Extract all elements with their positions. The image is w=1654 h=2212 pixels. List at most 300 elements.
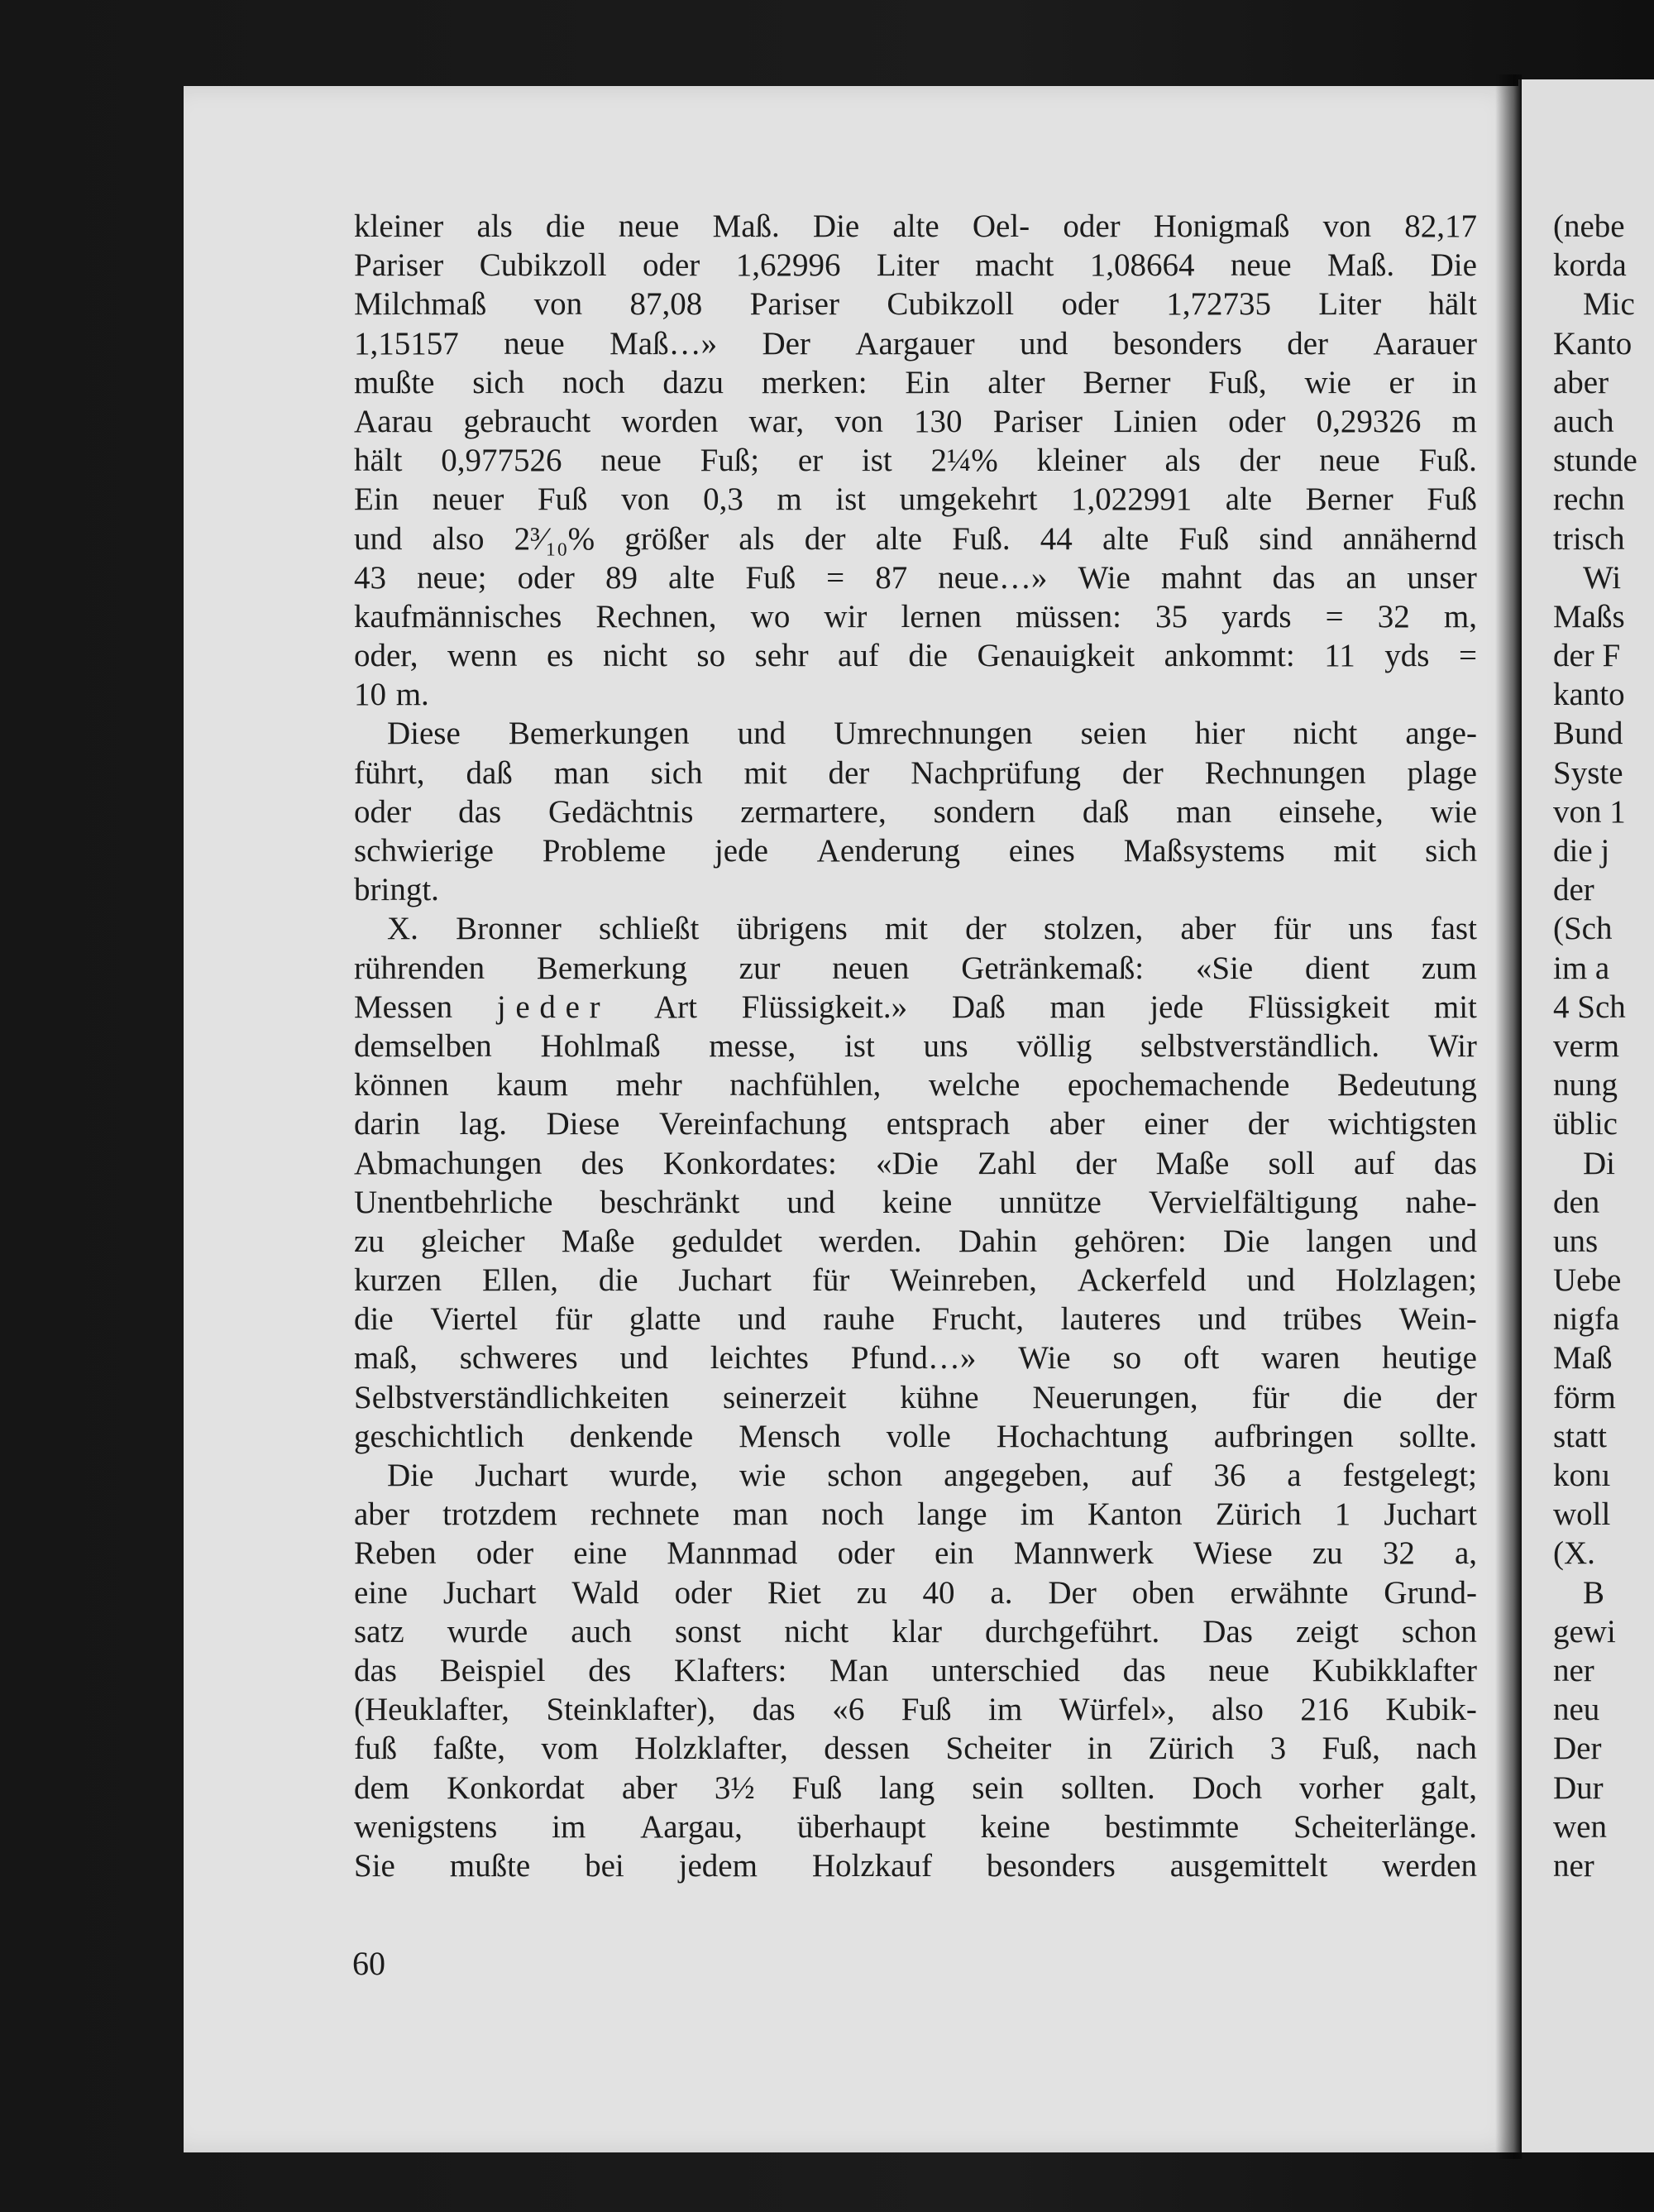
word: neue: [618, 208, 680, 244]
word: Hohlmaß: [540, 1027, 661, 1064]
text-line: [354, 988, 1477, 1027]
word: Aargauer: [855, 325, 975, 361]
word: lange: [917, 1496, 987, 1533]
word: beschränkt: [600, 1184, 740, 1220]
word: Berner: [1305, 481, 1393, 518]
word: der: [1436, 1379, 1477, 1415]
facing-line: (nebe: [1553, 208, 1625, 244]
word: man: [553, 754, 609, 791]
word: keine: [882, 1184, 953, 1220]
word: zum: [1421, 950, 1477, 986]
body-text: [354, 207, 1477, 1885]
word: Pariser: [992, 403, 1083, 439]
word: vom: [541, 1731, 599, 1767]
word: schweres: [459, 1340, 578, 1377]
word: besonders: [1112, 325, 1242, 361]
word: und: [1020, 325, 1068, 361]
word: Wie: [1078, 559, 1131, 596]
text-line: [354, 441, 1477, 480]
word: aber: [1049, 1106, 1105, 1142]
word: wir: [824, 598, 868, 634]
word: und: [737, 716, 786, 752]
word: Hochachtung: [996, 1418, 1169, 1454]
facing-line: woll: [1553, 1496, 1611, 1533]
word: eine: [354, 1574, 408, 1611]
text-line: [354, 1222, 1477, 1261]
word: uns: [1348, 911, 1393, 947]
word: leichtes: [710, 1340, 809, 1377]
word: er: [797, 443, 824, 479]
word: größer: [624, 520, 710, 557]
word: Viertel: [430, 1301, 519, 1338]
word: Juchart: [475, 1458, 568, 1493]
word: bringt.: [354, 872, 439, 908]
word: war,: [748, 403, 805, 439]
word: jede: [714, 833, 768, 869]
word: Bemerkungen: [508, 716, 690, 752]
word: unser: [1407, 559, 1477, 596]
word: zur: [739, 950, 781, 986]
word: Wein-: [1398, 1301, 1477, 1338]
word: neue: [1319, 443, 1380, 479]
word: Getränkemaß:: [961, 950, 1145, 986]
word: 0,29326: [1316, 403, 1422, 439]
facing-line: Wi: [1583, 559, 1622, 596]
word: Ein: [354, 481, 399, 518]
word: 43: [354, 559, 386, 596]
word: Abmachungen: [354, 1145, 543, 1181]
word: Oel-: [972, 208, 1030, 244]
word: Pariser: [354, 247, 444, 284]
word: und: [1428, 1223, 1477, 1259]
word: sich: [472, 364, 525, 400]
word: 36: [1213, 1458, 1246, 1493]
word: Fuß.: [952, 520, 1011, 557]
word: zu: [1312, 1535, 1343, 1572]
word: lag.: [459, 1106, 508, 1142]
word: 1,72735: [1166, 286, 1271, 323]
facing-line: auch: [1553, 403, 1614, 439]
word: im: [1020, 1496, 1054, 1533]
word: als: [476, 208, 513, 244]
text-line: [354, 831, 1477, 870]
word: Diese: [387, 716, 461, 752]
word: Maße: [561, 1223, 635, 1259]
word: glatte: [629, 1301, 701, 1338]
text-line: [354, 1651, 1477, 1690]
word: neue: [600, 443, 662, 479]
word: völlig: [1016, 1027, 1092, 1064]
word: und: [738, 1301, 786, 1338]
word: aber: [354, 1496, 410, 1533]
word: Maße: [1155, 1145, 1230, 1181]
word: Fuß: [901, 1692, 952, 1728]
word: galt,: [1420, 1769, 1477, 1806]
word: 0,977526: [441, 443, 562, 479]
word: Linien: [1113, 403, 1197, 439]
word: angegeben,: [944, 1458, 1090, 1493]
word: Maß.: [1327, 247, 1395, 284]
facing-line: den: [1553, 1184, 1600, 1220]
word: 3: [1269, 1731, 1287, 1767]
word: wie: [1304, 364, 1351, 400]
word: sich: [1425, 833, 1477, 869]
word: Beispiel: [439, 1652, 546, 1688]
word: ist: [835, 481, 867, 518]
word: 89: [605, 559, 638, 596]
word: a: [1287, 1458, 1302, 1493]
word: satz: [354, 1613, 404, 1649]
word: daß: [466, 754, 513, 791]
word: jeder: [496, 989, 610, 1025]
facing-line: wen: [1553, 1808, 1607, 1845]
word: (Heuklafter,: [354, 1692, 509, 1728]
word: Vervielfältigung: [1148, 1184, 1359, 1220]
word: annähernd: [1342, 520, 1477, 557]
text-line: [354, 480, 1477, 519]
word: 32: [1382, 1535, 1415, 1572]
word: kaum: [496, 1067, 569, 1104]
word: Maß…»: [609, 325, 718, 361]
word: Probleme: [542, 833, 667, 869]
word: volle: [886, 1418, 951, 1454]
word: es: [546, 638, 574, 674]
word: sollte.: [1398, 1418, 1477, 1454]
word: zu: [354, 1223, 385, 1259]
word: geschichtlich: [354, 1418, 524, 1454]
book-gutter: [1495, 74, 1522, 2159]
word: noch: [821, 1496, 885, 1533]
word: müssen:: [1016, 598, 1121, 634]
facing-line: von 1: [1553, 793, 1626, 830]
word: geduldet: [671, 1223, 782, 1259]
word: Aenderung: [816, 833, 960, 869]
word: Die: [812, 208, 860, 244]
word: mußte: [354, 364, 435, 400]
facing-line: Uebe: [1553, 1262, 1622, 1299]
word: Flüssigkeit.»: [741, 989, 908, 1025]
word: 2¼%: [930, 443, 998, 479]
text-line: [354, 1690, 1477, 1729]
word: Mannwerk: [1013, 1535, 1154, 1572]
word: mit: [1433, 989, 1477, 1025]
word: 1,15157: [354, 325, 459, 361]
word: yds: [1384, 638, 1430, 674]
word: «6: [832, 1692, 865, 1728]
text-line: [354, 1027, 1477, 1065]
word: kleiner: [1036, 443, 1126, 479]
word: besonders: [986, 1847, 1116, 1884]
word: zeigt: [1296, 1613, 1359, 1649]
word: ist: [844, 1027, 875, 1064]
word: jede: [1150, 989, 1204, 1025]
word: seien: [1080, 716, 1147, 752]
word: =: [1325, 598, 1344, 634]
word: sind: [1259, 520, 1313, 557]
word: a,: [1454, 1535, 1477, 1572]
word: oben: [1131, 1574, 1195, 1611]
word: wichtigsten: [1328, 1106, 1477, 1142]
word: aufbringen: [1213, 1418, 1354, 1454]
word: 87: [875, 559, 908, 596]
word: Wald: [571, 1574, 639, 1611]
word: langen: [1306, 1223, 1393, 1259]
word: alte: [1102, 520, 1150, 557]
word: von: [621, 481, 670, 518]
word: durchgeführt.: [985, 1613, 1160, 1649]
facing-line: nung: [1553, 1067, 1618, 1104]
facing-line: uns: [1553, 1223, 1599, 1259]
word: Unentbehrliche: [354, 1184, 553, 1220]
word: Scheiterlänge.: [1293, 1808, 1477, 1845]
word: zermartere,: [740, 793, 887, 830]
word: Das: [1202, 1613, 1253, 1649]
word: oder: [1063, 208, 1121, 244]
word: 40: [922, 1574, 955, 1611]
word: oft: [1183, 1340, 1220, 1377]
word: selbstverständlich.: [1140, 1027, 1380, 1064]
word: yards: [1221, 598, 1292, 634]
word: neue…»: [938, 559, 1048, 596]
word: zu: [856, 1574, 887, 1611]
word: bei: [585, 1847, 624, 1884]
word: 87,08: [629, 286, 703, 323]
word: alte: [1225, 481, 1273, 518]
word: als: [1164, 443, 1201, 479]
word: kurzen: [354, 1262, 442, 1299]
word: man: [1176, 793, 1232, 830]
text-line: [354, 1183, 1477, 1222]
word: Fuß: [745, 559, 796, 596]
word: wenn: [447, 638, 518, 674]
word: der: [1287, 325, 1329, 361]
word: oder: [674, 1574, 732, 1611]
word: Der: [762, 325, 810, 361]
word: Rechnen,: [595, 598, 717, 634]
text-line: [354, 1104, 1477, 1143]
word: Neuerungen,: [1032, 1379, 1198, 1415]
word: und: [1197, 1301, 1247, 1338]
word: umgekehrt: [899, 481, 1038, 518]
word: und: [1246, 1262, 1295, 1299]
text-line: [354, 1729, 1477, 1768]
word: ausgemittelt: [1169, 1847, 1328, 1884]
word: Bronner: [456, 911, 562, 947]
word: eines: [1008, 833, 1075, 869]
word: Wie: [1018, 1340, 1071, 1377]
word: denkende: [569, 1418, 694, 1454]
word: «Sie: [1195, 950, 1254, 986]
word: ein: [935, 1535, 974, 1572]
word: Fuß,: [1208, 364, 1267, 400]
word: m: [777, 481, 802, 518]
word: der: [1247, 1106, 1289, 1142]
text-line: [354, 597, 1477, 636]
text-line: [354, 909, 1477, 948]
word: Konkordat: [447, 1769, 585, 1806]
word: können: [354, 1067, 449, 1104]
word: Zahl: [977, 1145, 1037, 1181]
word: Fuß: [1427, 481, 1477, 518]
page-number: 60: [352, 1945, 385, 1982]
word: m: [1451, 403, 1477, 439]
facing-line: der: [1553, 872, 1594, 908]
word: nicht: [784, 1613, 849, 1649]
text-line: [354, 558, 1477, 597]
word: Aarau: [354, 403, 433, 439]
word: unnütze: [999, 1184, 1102, 1220]
word: 32: [1377, 598, 1410, 634]
word: Fuß,: [1322, 1731, 1380, 1767]
word: sehr: [754, 638, 809, 674]
word: Fuß.: [1418, 443, 1477, 479]
word: werden: [1382, 1847, 1477, 1884]
text-line: [354, 207, 1477, 246]
word: und: [354, 520, 403, 557]
word: die: [545, 208, 586, 244]
word: Die: [1430, 247, 1477, 284]
word: macht: [975, 247, 1054, 284]
word: Die: [387, 1458, 434, 1493]
word: für: [554, 1301, 593, 1338]
word: Holzklafter,: [634, 1731, 788, 1767]
word: die: [598, 1262, 638, 1299]
word: 44: [1040, 520, 1073, 557]
word: ist: [861, 443, 892, 479]
word: Mensch: [739, 1418, 841, 1454]
text-line: [354, 675, 1477, 714]
word: von: [834, 403, 883, 439]
word: wie: [739, 1458, 786, 1493]
word: X.: [387, 911, 418, 947]
word: der: [1239, 443, 1281, 479]
facing-line: nigfa: [1553, 1301, 1620, 1338]
word: die: [354, 1301, 394, 1338]
text-line: [354, 1378, 1477, 1417]
word: Maßsystems: [1123, 833, 1285, 869]
word: als: [739, 520, 775, 557]
word: 216: [1300, 1692, 1349, 1728]
word: der: [965, 911, 1006, 947]
word: Maß.: [712, 208, 780, 244]
word: eine: [573, 1535, 628, 1572]
text-line: [354, 714, 1477, 753]
word: noch: [562, 364, 625, 400]
facing-line: förm: [1553, 1379, 1616, 1415]
facing-line: konı: [1553, 1458, 1611, 1493]
word: neue: [504, 325, 565, 361]
word: und: [619, 1340, 668, 1377]
word: für: [811, 1262, 850, 1299]
word: Ellen,: [481, 1262, 559, 1299]
word: überhaupt: [796, 1808, 926, 1845]
word: im: [988, 1692, 1023, 1728]
word: unterschied: [931, 1652, 1080, 1688]
word: sich: [650, 754, 703, 791]
word: Wiese: [1193, 1535, 1273, 1572]
word: Pariser: [749, 286, 839, 323]
word: der: [1121, 754, 1164, 791]
word: oder: [517, 559, 575, 596]
word: Frucht,: [931, 1301, 1025, 1338]
word: auf: [838, 638, 879, 674]
word: ange-: [1405, 716, 1477, 752]
word: die: [908, 638, 948, 674]
text-line: [354, 1456, 1477, 1495]
word: 2³⁄₁₀%: [514, 520, 595, 557]
word: waren: [1261, 1340, 1341, 1377]
facing-line: der F: [1553, 638, 1621, 674]
word: Bedeutung: [1336, 1067, 1477, 1104]
word: fuß: [354, 1731, 397, 1767]
word: keine: [980, 1808, 1050, 1845]
word: alte: [892, 208, 939, 244]
word: bestimmte: [1104, 1808, 1240, 1845]
word: gebraucht: [463, 403, 591, 439]
word: auf: [1353, 1145, 1395, 1181]
word: nachfühlen,: [729, 1067, 882, 1104]
word: Holzkauf: [811, 1847, 932, 1884]
facing-line: Kanto: [1553, 325, 1632, 361]
word: also: [432, 520, 485, 557]
word: Kubik-: [1385, 1692, 1477, 1728]
word: Scheiter: [945, 1731, 1052, 1767]
text-line: [354, 1261, 1477, 1300]
text-line: [354, 1612, 1477, 1651]
word: neuen: [832, 950, 910, 986]
word: das: [458, 793, 502, 830]
word: so: [696, 638, 726, 674]
facing-line: rechn: [1553, 481, 1625, 518]
word: sondern: [933, 793, 1036, 830]
word: Reben: [354, 1535, 437, 1572]
word: in: [1087, 1731, 1112, 1767]
word: kaufmännisches: [354, 598, 562, 634]
word: oder,: [354, 638, 418, 674]
word: jedem: [678, 1847, 758, 1884]
word: die: [1342, 1379, 1383, 1415]
word: mußte: [449, 1847, 531, 1884]
word: plage: [1407, 754, 1477, 791]
word: oder: [1228, 403, 1286, 439]
word: das: [1272, 559, 1316, 596]
facing-line: stunde: [1553, 443, 1637, 479]
text-line: [354, 1807, 1477, 1846]
word: man: [733, 1496, 789, 1533]
word: m.: [395, 677, 429, 713]
word: Ein: [905, 364, 950, 400]
word: neue: [1230, 247, 1292, 284]
word: aber: [621, 1769, 677, 1806]
word: auf: [1131, 1458, 1173, 1493]
word: Bemerkung: [536, 950, 687, 986]
word: mahnt: [1160, 559, 1242, 596]
word: werden.: [819, 1223, 922, 1259]
word: Liter: [876, 247, 939, 284]
word: er: [1389, 364, 1414, 400]
word: Cubikzoll: [887, 286, 1015, 323]
word: Riet: [767, 1574, 821, 1611]
text-line: [354, 754, 1477, 792]
text-line: [354, 519, 1477, 558]
word: Die: [1222, 1223, 1270, 1259]
word: aber: [1180, 911, 1236, 947]
facing-line: Bund: [1553, 716, 1623, 752]
word: Konkordates:: [662, 1145, 837, 1181]
word: Juchart: [442, 1574, 537, 1611]
word: übrigens: [736, 911, 848, 947]
word: stolzen,: [1044, 911, 1144, 947]
